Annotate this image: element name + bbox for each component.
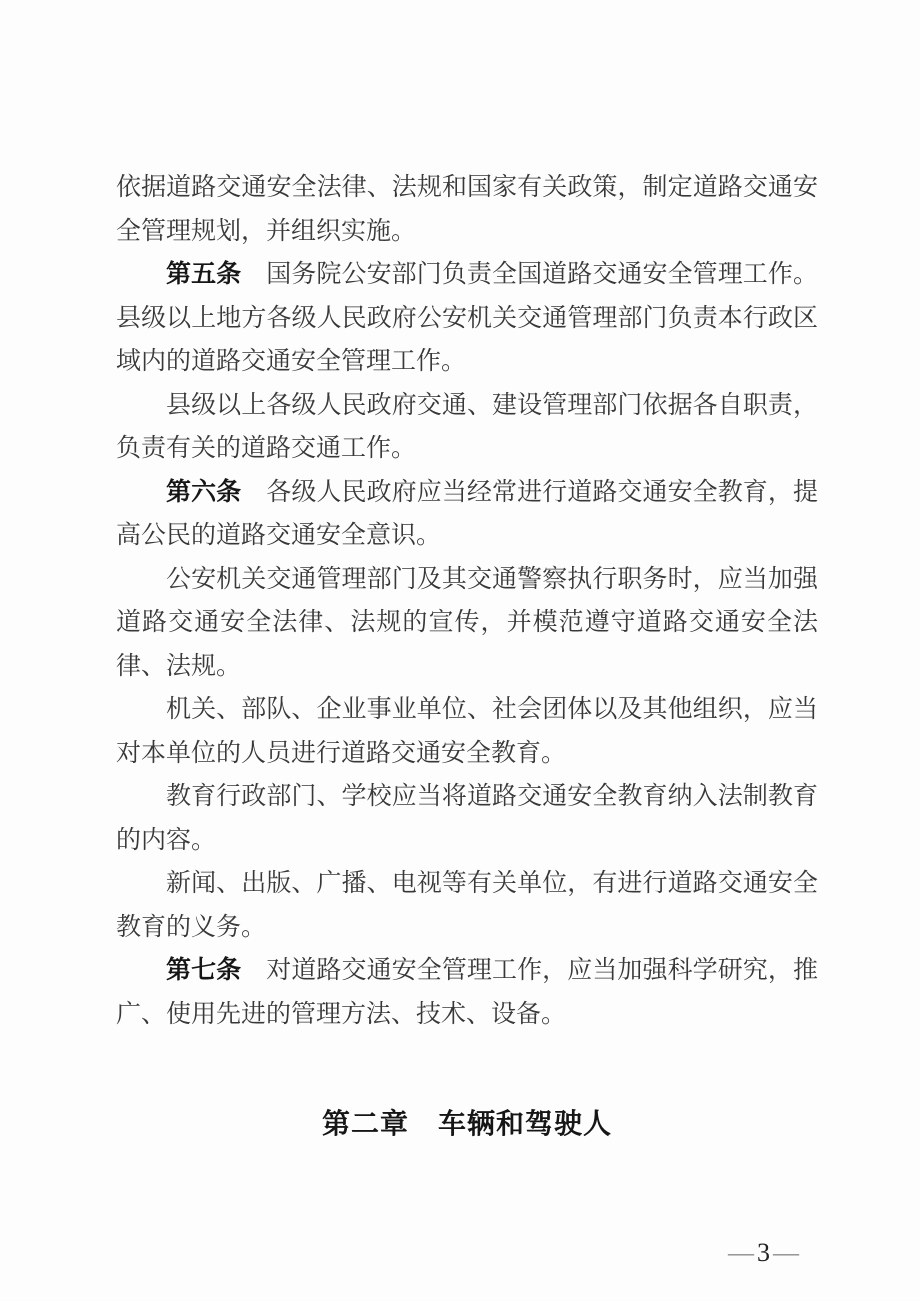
paragraph <box>116 384 818 471</box>
article-number: 第七条 <box>166 956 242 984</box>
paragraph-text: 县级以上各级人民政府交通、建设管理部门依据各自职责，负责有关的道路交通工作。 <box>116 391 818 462</box>
paragraph <box>116 166 818 253</box>
paragraph <box>116 949 818 1036</box>
paragraph-text: 依据道路交通安全法律、法规和国家有关政策，制定道路交通安全管理规划，并组织实施。 <box>116 174 818 245</box>
paragraph <box>116 558 818 689</box>
paragraph-text: 教育行政部门、学校应当将道路交通安全教育纳入法制教育的内容。 <box>116 783 818 854</box>
page-number-dash-left: — <box>728 1238 754 1267</box>
paragraph-text: 新闻、出版、广播、电视等有关单位，有进行道路交通安全教育的义务。 <box>116 870 818 941</box>
chapter-heading <box>116 1102 818 1146</box>
paragraph-text: 各级人民政府应当经常进行道路交通安全教育，提高公民的道路交通安全意识。 <box>116 478 818 549</box>
paragraph-text: 国务院公安部门负责全国道路交通安全管理工作。县级以上地方各级人民政府公安机关交通管理部门负责本行政区域内的道路交通安全管理工作。 <box>116 261 818 375</box>
article-number: 第六条 <box>166 477 242 506</box>
page-number-dash-right: — <box>773 1238 799 1267</box>
page-number <box>728 1238 799 1268</box>
paragraph <box>116 775 818 862</box>
paragraph-text: 机关、部队、企业事业单位、社会团体以及其他组织，应当对本单位的人员进行道路交通安全教育。 <box>116 696 818 767</box>
paragraph-text: 对道路交通安全管理工作，应当加强科学研究，推广、使用先进的管理方法、技术、设备。 <box>116 957 818 1028</box>
paragraph <box>116 253 818 384</box>
paragraph <box>116 862 818 949</box>
chapter-heading-text: 第二章 车辆和驾驶人 <box>321 1108 612 1139</box>
body-text <box>116 166 818 1146</box>
paragraph-text: 公安机关交通管理部门及其交通警察执行职务时，应当加强道路交通安全法律、法规的宣传，并模范遵守道路交通安全法律、法规。 <box>116 565 818 680</box>
paragraph <box>116 688 818 775</box>
page-number-value: 3 <box>757 1238 770 1267</box>
paragraph <box>116 471 818 558</box>
article-number: 第五条 <box>166 260 242 288</box>
